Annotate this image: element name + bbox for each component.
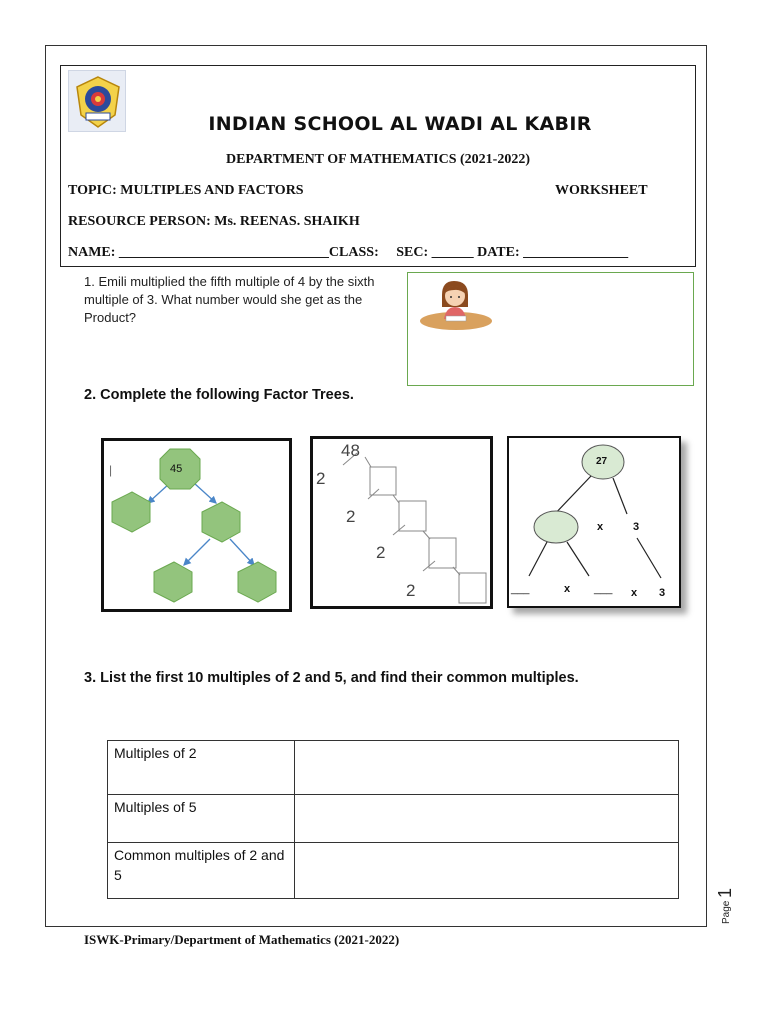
page-number-vertical (712, 878, 738, 926)
row-label-multiples-5: Multiples of 5 (108, 795, 295, 843)
row-label-multiples-2: Multiples of 2 (108, 741, 295, 795)
box-3 (429, 538, 456, 568)
factor-tree-27 (507, 436, 681, 608)
factor-tree-45 (101, 438, 292, 612)
tree3-blank-2: ___ (594, 583, 613, 595)
table-row (108, 843, 679, 899)
hexagon-right (202, 502, 240, 542)
ellipse-child (534, 511, 578, 543)
tree3-blank-1: ___ (511, 583, 530, 595)
multiples-table (107, 740, 679, 899)
girl-studying-illustration (416, 275, 496, 333)
page-number: 1 (715, 887, 735, 898)
student-info-line: NAME: ______________________________CLASS: SEC: ______ DATE: _______________ (68, 245, 629, 260)
tree1-mark: | (109, 463, 113, 477)
tree2-factor-3: 2 (376, 543, 386, 562)
tree3-times-2: x (564, 583, 571, 595)
worksheet-label: WORKSHEET (555, 183, 648, 198)
tree3-three-2: 3 (659, 587, 666, 599)
hexagon-bottom-left (154, 562, 192, 602)
school-logo (68, 70, 126, 132)
tree2-root-value: 48 (341, 441, 360, 460)
tree3-three-1: 3 (633, 521, 640, 533)
page-label: Page (721, 900, 732, 924)
box-4 (459, 573, 486, 603)
tree2-factor-4: 2 (406, 581, 416, 600)
department-title: DEPARTMENT OF MATHEMATICS (2021-2022) (225, 152, 530, 167)
topic-label: TOPIC: MULTIPLES AND FACTORS (68, 183, 304, 198)
hexagon-bottom-right (238, 562, 276, 602)
row-answer-multiples-5[interactable] (295, 795, 679, 843)
tree3-times-3: x (631, 587, 638, 599)
hexagon-left (112, 492, 150, 532)
row-answer-common-multiples[interactable] (295, 843, 679, 899)
tree3-root-value: 27 (596, 456, 608, 467)
table-row (108, 795, 679, 843)
box-1 (370, 467, 396, 495)
question-2-heading: 2. Complete the following Factor Trees. (84, 387, 354, 403)
row-answer-multiples-2[interactable] (295, 741, 679, 795)
resource-person: RESOURCE PERSON: Ms. REENAS. SHAIKH (68, 214, 360, 229)
factor-tree-48 (310, 436, 493, 609)
question-1-text: 1. Emili multiplied the fifth multiple of 4 by the sixth multiple of 3. What number would she get as the Product? (84, 274, 375, 325)
school-name: INDIAN SCHOOL AL WADI AL KABIR (208, 113, 592, 135)
tree1-root-value: 45 (170, 463, 183, 475)
tree2-factor-2: 2 (346, 507, 356, 526)
question-3-heading: 3. List the first 10 multiples of 2 and 5, and find their common multiples. (84, 670, 579, 686)
table-row (108, 741, 679, 795)
row-label-common-multiples: Common multiples of 2 and 5 (108, 843, 295, 899)
tree3-times-1: x (597, 521, 604, 533)
footer-text: ISWK-Primary/Department of Mathematics (2021-2022) (84, 932, 400, 947)
tree2-factor-1: 2 (316, 469, 326, 488)
